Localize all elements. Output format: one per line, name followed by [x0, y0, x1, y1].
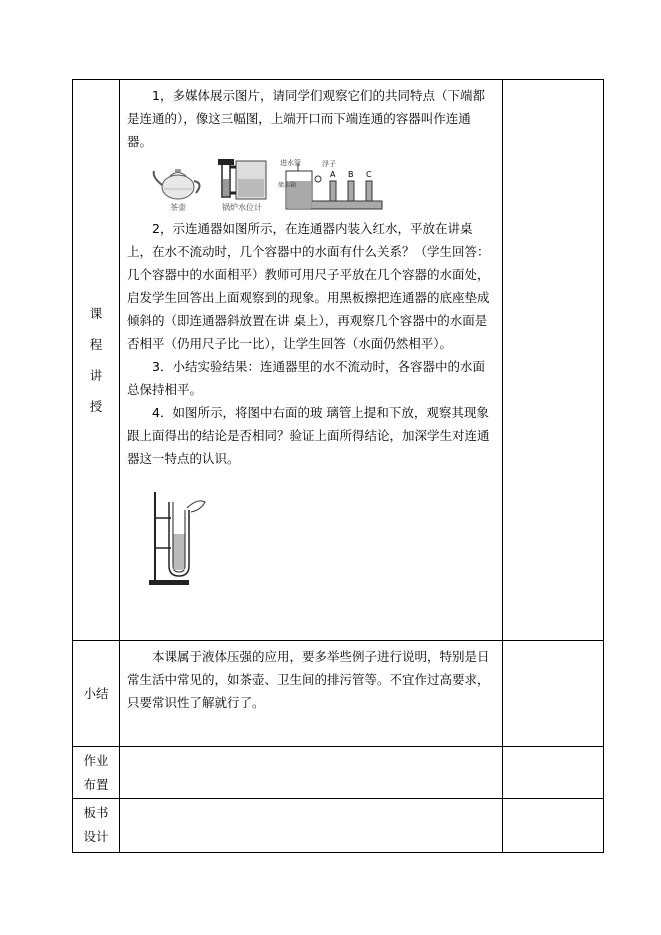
board-notes-cell: [503, 799, 604, 853]
boiler-gauge-icon: [216, 157, 268, 203]
board-content-cell: [120, 799, 503, 853]
summary-text: 本课属于液体压强的应用，要多举些例子进行说明，特别是日常生活中常见的，如茶壶、卫生间的排污管等。不宜作过高要求，只要常识性了解就行了。: [127, 649, 490, 710]
board-label-cell: [73, 799, 120, 853]
summary-notes-cell: [503, 641, 604, 747]
vessel-c-label: C: [366, 170, 372, 179]
boiler-gauge-caption: 锅炉水位计: [222, 203, 262, 212]
board-label-line: 设计: [83, 829, 109, 844]
teapot-icon: [150, 163, 206, 203]
inlet-label: 进水管: [280, 159, 301, 167]
board-row: [73, 799, 604, 853]
teapot-figure: [150, 163, 206, 213]
teapot-caption: 茶壶: [170, 203, 186, 212]
lecture-paragraph-2: 2，示连通器如图所示，在连通器内装入红水，平放在讲桌上，在水不流动时，几个容器中的水面有什么关系？（学生回答：几个容器中的水面相平）教师可用尺子平放在几个容器的水面处，启发学生回答出上面观察到的现象。用黑板擦把连通器的底座垫成倾斜的（即连通器斜放置在讲 桌上），再观察几个容器中的水面是否相平（仍用尺子比一比），让学生回答（水面仍然相平）。: [127, 221, 490, 351]
board-label-line: 板书: [83, 805, 109, 820]
homework-label-line: 布置: [83, 777, 109, 792]
vessel-b-label: B: [348, 170, 354, 179]
lecture-label-char: 课: [89, 306, 103, 321]
u-tube-stand-icon: [145, 488, 215, 588]
tank-label: 储水箱: [278, 182, 297, 189]
lesson-plan-table: [72, 79, 604, 853]
lecture-label-char: 授: [89, 399, 103, 414]
u-tube-figure: [120, 470, 502, 592]
lecture-label-cell: [73, 80, 120, 641]
connected-vessels-figure: [120, 153, 502, 217]
lecture-notes-cell: [503, 80, 604, 641]
homework-row: [73, 747, 604, 799]
homework-label-line: 作业: [83, 753, 109, 768]
homework-label-cell: [73, 747, 120, 799]
homework-notes-cell: [503, 747, 604, 799]
boiler-gauge-figure: [216, 157, 268, 213]
lecture-row: [73, 80, 604, 641]
lecture-label-char: 讲: [89, 368, 103, 383]
summary-label-cell: [73, 641, 120, 747]
summary-label: 小结: [83, 686, 109, 701]
summary-content-cell: [120, 641, 503, 747]
water-tank-figure: [278, 157, 388, 213]
lecture-paragraph-1: 1，多媒体展示图片，请同学们观察它们的共同特点（下端都是连通的），像这三幅图，上端开口而下端连通的容器叫作连通器。: [127, 88, 485, 149]
lecture-paragraph-4: 4．如图所示，将图中右面的玻 璃管上提和下放，观察其现象跟上面得出的结论是否相同？验证上面所得结论，加深学生对连通器这一特点的认识。: [127, 405, 490, 466]
lecture-paragraph-3: 3．小结实验结果：连通器里的水不流动时，各容器中的水面总保持相平。: [127, 359, 485, 397]
homework-content-cell: [120, 747, 503, 799]
vessel-a-label: A: [330, 170, 336, 179]
lecture-content-cell: [120, 80, 503, 641]
summary-row: [73, 641, 604, 747]
float-label: 浮子: [322, 160, 336, 168]
lecture-label-char: 程: [89, 337, 103, 352]
water-tank-icon: [278, 157, 388, 213]
